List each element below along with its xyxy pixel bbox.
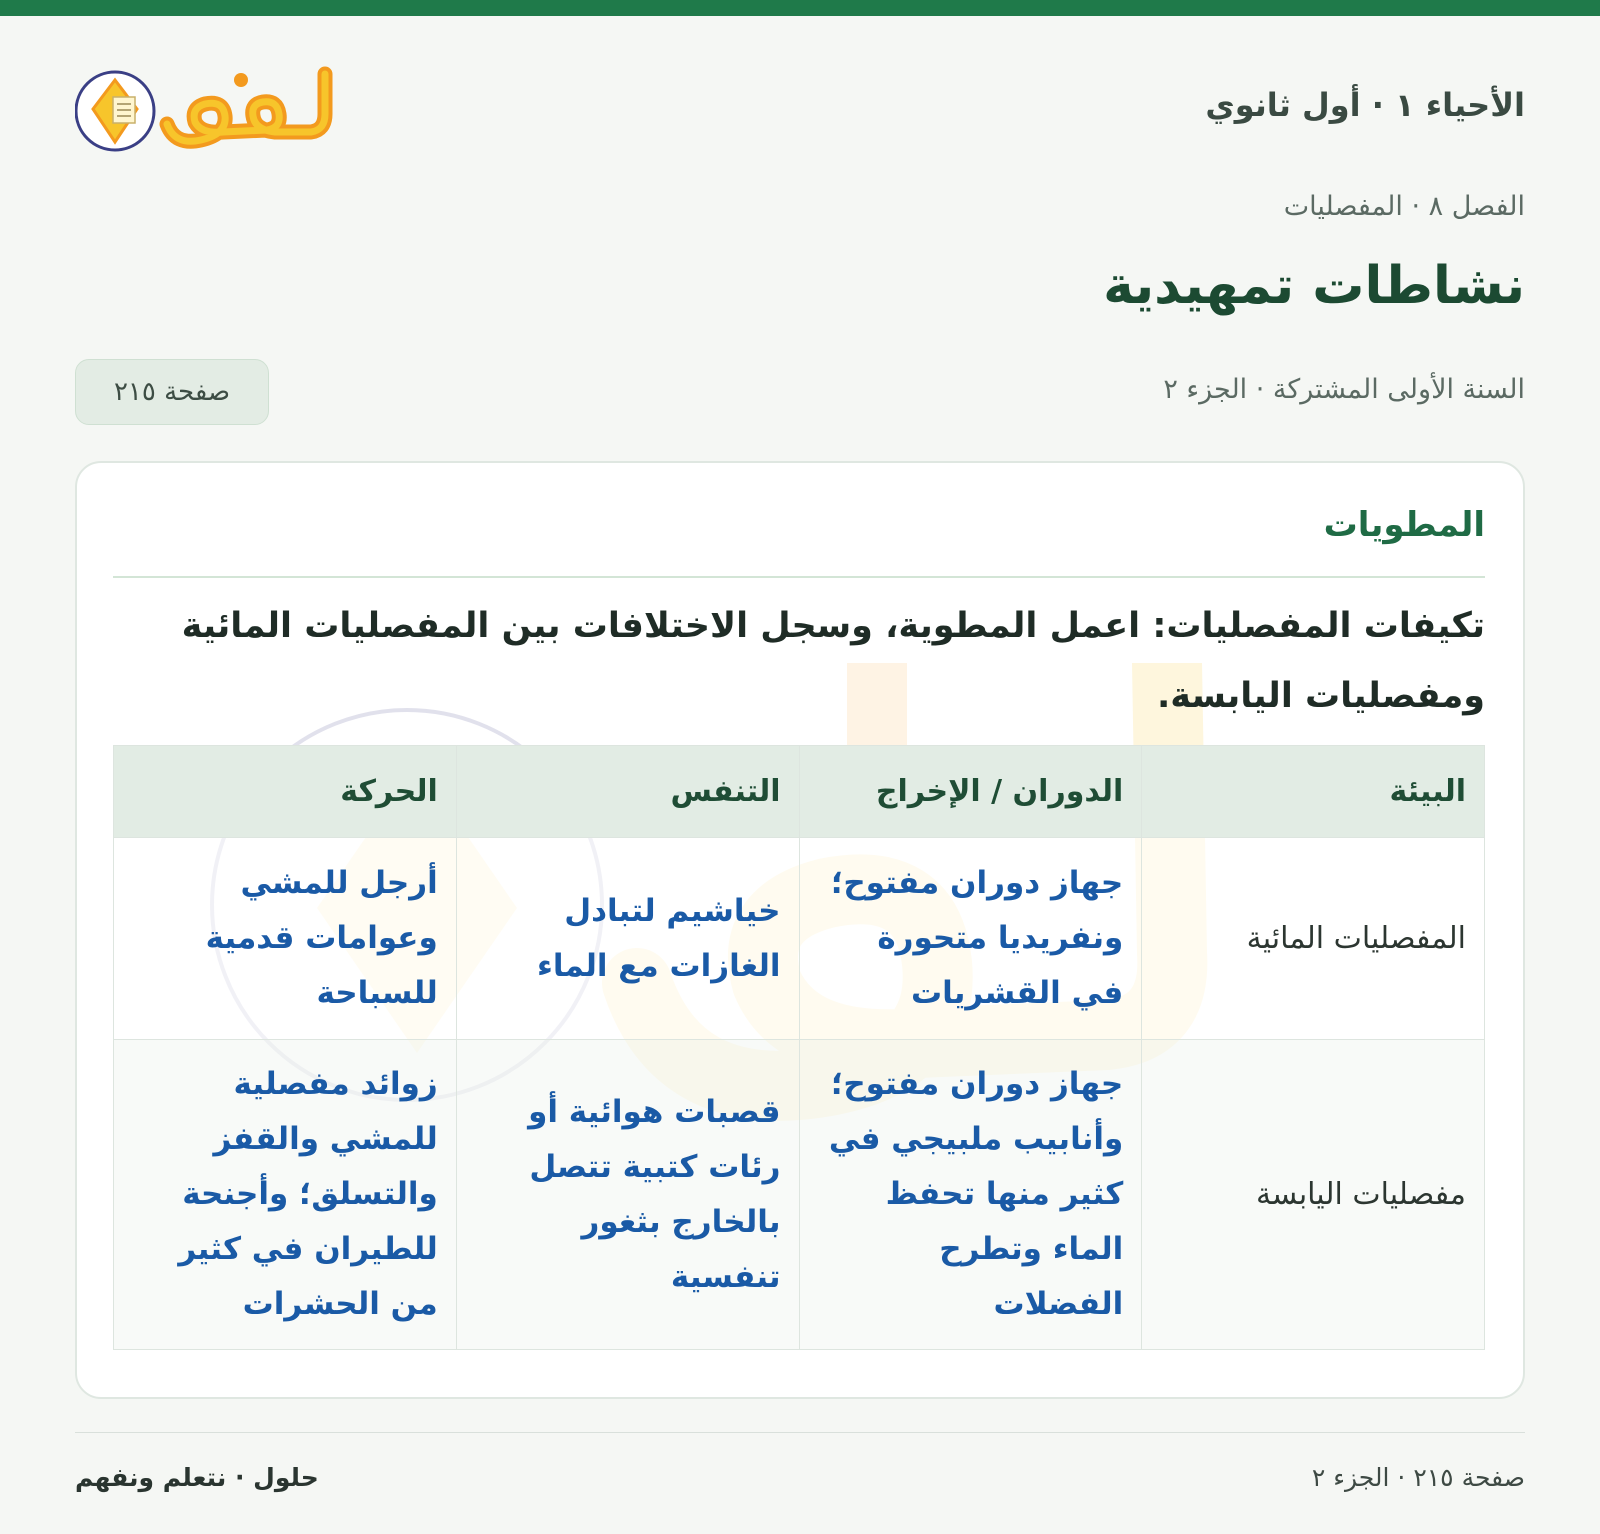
cell-movement: أرجل للمشي وعوامات قدمية للسباحة: [114, 838, 457, 1040]
table-row: [114, 1040, 1485, 1350]
cell-environment: مفصليات اليابسة: [1142, 1040, 1485, 1350]
cell-respiration: خياشيم لتبادل الغازات مع الماء: [456, 838, 799, 1040]
column-header-circulation: الدوران / الإخراج: [799, 746, 1142, 838]
course-meta: السنة الأولى المشتركة · الجزء ٢: [1163, 374, 1525, 405]
card-heading: المطويات: [1323, 505, 1485, 545]
table-row: [114, 838, 1485, 1040]
cell-circulation: جهاز دوران مفتوح؛ وأنابيب ملبيجي في كثير منها تحفظ الماء وتطرح الفضلات: [799, 1040, 1142, 1350]
chapter-line: الفصل ٨ · المفصليات: [1283, 191, 1525, 222]
column-header-movement: الحركة: [114, 746, 457, 838]
page-header: [75, 16, 1525, 156]
page-number-badge: صفحة ٢١٥: [75, 359, 269, 425]
activity-instruction: تكيفات المفصليات: اعمل المطوية، وسجل الاختلافات بين المفصليات المائية ومفصليات اليابسة.: [181, 606, 1485, 716]
lesson-title: نشاطات تمهيدية: [1103, 256, 1525, 316]
subject-title: الأحياء ١ · أول ثانوي: [1205, 86, 1525, 124]
cell-movement: زوائد مفصلية للمشي والقفز والتسلق؛ وأجنحة للطيران في كثير من الحشرات: [114, 1040, 457, 1350]
hulool-logo: [75, 54, 335, 164]
cell-environment: المفصليات المائية: [1142, 838, 1485, 1040]
cell-respiration: قصبات هوائية أو رئات كتبية تتصل بالخارج بثغور تنفسية: [456, 1040, 799, 1350]
column-header-environment: البيئة: [1142, 746, 1485, 838]
foldables-card: [75, 461, 1525, 1399]
footer-page-info: صفحة ٢١٥ · الجزء ٢: [1311, 1463, 1525, 1492]
column-header-respiration: التنفس: [456, 746, 799, 838]
page: [75, 16, 1525, 1322]
card-divider: [113, 576, 1485, 578]
cell-circulation: جهاز دوران مفتوح؛ ونفريديا متحورة في القشريات: [799, 838, 1142, 1040]
foldable-table: [113, 745, 1485, 1350]
footer-divider: [75, 1432, 1525, 1433]
table-header-row: [114, 746, 1485, 838]
top-accent-bar: [0, 0, 1600, 16]
footer-brand: حلول · نتعلم ونفهم: [75, 1463, 319, 1492]
